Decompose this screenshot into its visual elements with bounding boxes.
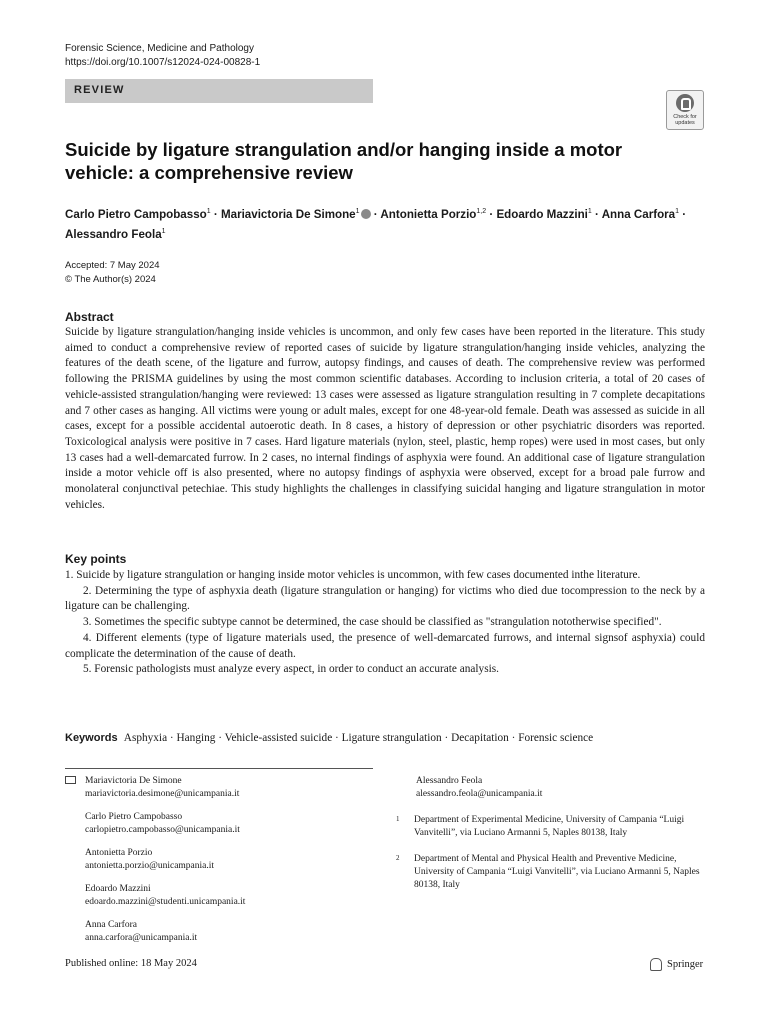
author-name[interactable]: Edoardo Mazzini (496, 207, 588, 221)
contact-entry (65, 847, 385, 873)
author-affiliation-sup: 1 (206, 208, 211, 215)
contact-email[interactable]: mariavictoria.desimone@unicampania.it (85, 789, 240, 799)
publisher-logo (650, 958, 703, 971)
copyright: © The Author(s) 2024 (65, 274, 156, 285)
keywords-label: Keywords (65, 732, 118, 744)
author-name[interactable]: Carlo Pietro Campobasso (65, 207, 207, 221)
affiliation-number: 1 (396, 815, 400, 823)
abstract-heading: Abstract (65, 310, 114, 324)
contact-email[interactable]: edoardo.mazzini@studenti.unicampania.it (85, 897, 246, 907)
author-name[interactable]: Antonietta Porzio (380, 207, 477, 221)
keywords (65, 731, 593, 746)
contact-entry (65, 883, 385, 909)
contact-name: Antonietta Porzio (85, 848, 153, 858)
key-point: 4. Different elements (type of ligature materials used, the presence of well-demarcated furrows, and internal signsof asphyxia) could complicate the determination of the cause of death. (65, 631, 705, 660)
affiliation (396, 853, 716, 892)
check-updates-icon (676, 94, 694, 112)
accepted-date: Accepted: 7 May 2024 (65, 260, 160, 271)
contact-entry (65, 919, 385, 945)
contact-name: Alessandro Feola (416, 776, 483, 786)
check-updates-label: Check for updates (673, 114, 697, 126)
author-contacts (65, 775, 385, 955)
keywords-text: Asphyxia · Hanging · Vehicle-assisted suicide · Ligature strangulation · Decapitation · Forensic science (123, 732, 594, 744)
author-name[interactable]: Mariavictoria De Simone (220, 207, 356, 221)
section-label: REVIEW (74, 84, 125, 96)
key-point: 5. Forensic pathologists must analyze every aspect, in order to conduct an accurate analysis. (83, 663, 499, 676)
contact-name: Mariavictoria De Simone (85, 776, 182, 786)
contact-entry (65, 811, 385, 837)
author-affiliation-sup: 1 (355, 208, 360, 215)
contact-name: Edoardo Mazzini (85, 884, 151, 894)
contact-entry (396, 775, 716, 801)
envelope-icon (65, 776, 76, 784)
author-affiliation-sup: 1 (161, 227, 166, 235)
author-name[interactable]: Alessandro Feola (65, 227, 162, 241)
article-dates (65, 259, 160, 287)
orcid-icon[interactable] (361, 209, 371, 219)
key-points-heading: Key points (65, 552, 127, 566)
title-line-1: Suicide by ligature strangulation and/or hanging inside a motor (65, 139, 623, 160)
journal-name: Forensic Science, Medicine and Pathology (65, 43, 254, 54)
contact-email[interactable]: carlopietro.campobasso@unicampania.it (85, 825, 240, 835)
contact-name: Anna Carfora (85, 920, 137, 930)
footnote-divider (65, 768, 373, 769)
springer-horse-icon (650, 958, 662, 971)
author-affiliation-sup: 1 (675, 208, 680, 215)
key-point: 2. Determining the type of asphyxia death (ligature strangulation or hanging) for victims who died due tocompression to the neck by a ligature can be challenging. (65, 584, 705, 613)
contact-email[interactable]: anna.carfora@unicampania.it (85, 933, 198, 943)
key-point: 1. Suicide by ligature strangulation or hanging inside motor vehicles is uncommon, with few cases documented inthe literature. (65, 569, 641, 581)
contact-entry (65, 775, 385, 801)
author-affiliation-sup: 1 (587, 208, 592, 215)
check-for-updates-button[interactable] (666, 90, 704, 130)
publisher-name: Springer (667, 959, 704, 970)
affiliation-text: Department of Experimental Medicine, University of Campania “Luigi Vanvitelli”, via Luciano Armanni 5, Naples 80138, Italy (414, 815, 685, 838)
doi-link[interactable]: https://doi.org/10.1007/s12024-024-00828-1 (65, 57, 261, 68)
contact-name: Carlo Pietro Campobasso (85, 812, 183, 822)
affiliations-column (396, 775, 716, 892)
journal-header (65, 42, 260, 70)
author-affiliation-sup: 1,2 (476, 208, 487, 215)
published-online: Published online: 18 May 2024 (65, 958, 197, 969)
title-line-2: vehicle: a comprehensive review (65, 162, 353, 183)
contact-email[interactable]: antonietta.porzio@unicampania.it (85, 861, 215, 871)
affiliation-number: 2 (396, 854, 400, 862)
author-list: Carlo Pietro Campobasso$^1$ · Mariavictoria De Simone$^1$ · Antonietta Porzio$^{1,2}$ · Edoardo Mazzini$^1$ · Anna Carfora$^1$ · Alessandro Feola$^1$ (65, 207, 687, 241)
author-name[interactable]: Anna Carfora (601, 207, 676, 221)
affiliation-text: Department of Mental and Physical Health and Preventive Medicine, University of Campania “Luigi Vanvitelli”, via Luciano Armanni 5, Naples 80138, Italy (414, 854, 700, 890)
affiliation (396, 814, 716, 840)
contact-email[interactable]: alessandro.feola@unicampania.it (416, 789, 543, 799)
abstract-text: Suicide by ligature strangulation/hanging inside vehicles is uncommon, and only few cases have been reported in the literature. This study aimed to conduct a comprehensive review of reported cases of suicide by ligature strangulation/hanging inside vehicles, analyzing the features of the death scene, of the ligature and furrow, autopsy findings, and causes of death. The comprehensive review was performed following the PRISMA guidelines by using the most common scientific databases. According to inclusion criteria, a total of 20 cases of vehicle-assisted strangulation/hanging were reviewed: 13 cases were assessed as ligature strangulation resulting in 7 complete decapitations and 7 other cases as hanging. All victims were young or adult males, except for one 48-year-old female. Death was assessed as suicide in all cases, except for a possible accidental autoerotic death. In 8 cases, a history of depression or other psychiatric disorders was reported. Toxicological analysis were positive in 7 cases. Hard ligature materials (nylon, steel, plastic, hemp ropes) were used in most cases, but only 13 cases had a well-demarcated furrow. In 2 cases, no internal findings of asphyxia were found. An additional case of ligature strangulation inside a motor vehicle off is also presented, where no autopsy findings of asphyxia were observed, except for a broad pale furrow and monolateral conjunctival petechiae. This study highlights the challenges in classifying suicidal hanging and ligature strangulation in motor vehicles. (65, 326, 705, 511)
article-title (65, 138, 665, 184)
key-points-list (65, 568, 705, 678)
key-point: 3. Sometimes the specific subtype cannot be determined, the case should be classified as "strangulation nototherwise specified". (83, 616, 662, 629)
